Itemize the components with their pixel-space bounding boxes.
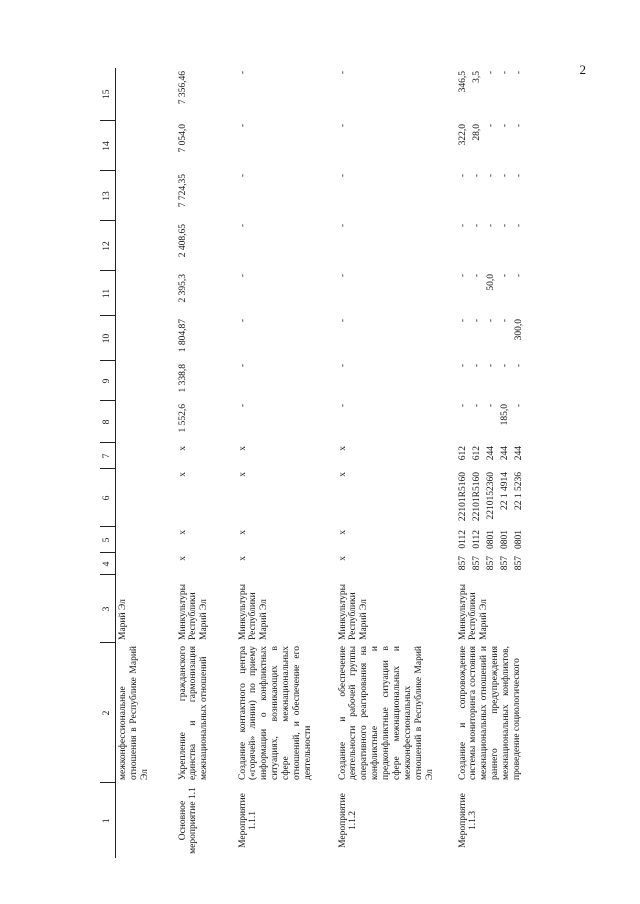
- cell: [116, 361, 176, 401]
- cell: x: [237, 556, 248, 561]
- row-executor: Минкультуры Республики Марий Эл: [457, 583, 490, 640]
- col-header: 11: [100, 271, 116, 316]
- cell: [116, 443, 176, 469]
- cell-group: [456, 527, 530, 553]
- row-name: Мероприятие 1.1.2: [337, 793, 359, 848]
- cell: -: [457, 404, 468, 408]
- cell-group: [456, 221, 530, 271]
- col-header: 6: [100, 469, 116, 527]
- cell: -: [499, 364, 510, 368]
- row-name: Мероприятие 1.1.1: [237, 793, 259, 848]
- cell: -: [513, 224, 524, 228]
- col-header: 9: [100, 361, 116, 401]
- cell-group: [456, 316, 530, 361]
- cell-group: [456, 68, 530, 121]
- col-header: 13: [100, 171, 116, 221]
- cell: x: [177, 556, 188, 561]
- cell: 322,0: [457, 124, 468, 146]
- cell-group: [456, 443, 530, 469]
- row-title: межконфессиональные отношения в Республике Марий Эл: [118, 646, 150, 780]
- cell: x: [177, 446, 188, 451]
- cell: -: [457, 224, 468, 228]
- page-number: 2: [579, 62, 586, 77]
- col-header: 14: [100, 121, 116, 171]
- cell: [116, 68, 176, 121]
- col-header: 10: [100, 316, 116, 361]
- cell: 2210152360: [485, 472, 496, 520]
- cell: 0801: [485, 530, 496, 549]
- cell: 857: [471, 556, 482, 571]
- cell: 0112: [471, 530, 482, 549]
- cell: 857: [499, 556, 510, 571]
- cell: x: [237, 472, 248, 477]
- col-header: 2: [100, 643, 116, 783]
- cell: x: [237, 446, 248, 451]
- row-name: Мероприятие 1.1.3: [457, 793, 479, 848]
- cell: -: [337, 224, 348, 228]
- table-row: [176, 68, 236, 858]
- cell: [116, 221, 176, 271]
- cell: -: [485, 174, 496, 178]
- cell: -: [337, 71, 348, 75]
- cell: -: [237, 224, 248, 228]
- cell: 22101R5160: [457, 472, 468, 522]
- cell: -: [237, 174, 248, 178]
- cell-group: [456, 401, 530, 443]
- col-header: 15: [100, 68, 116, 121]
- cell: -: [471, 319, 482, 323]
- cell: 1 804,87: [177, 319, 188, 353]
- cell: 857: [485, 556, 496, 571]
- cell: -: [513, 174, 524, 178]
- col-header: 5: [100, 527, 116, 553]
- row-name: [116, 783, 176, 858]
- cell: -: [237, 364, 248, 368]
- row-title: Создание контактного центра («горячей» линии) по приему информации о конфликтных ситуациях, возникающих в сфере межнациональных отношений, и обеспечение его деятельности: [237, 646, 314, 780]
- cell: [116, 553, 176, 575]
- cell: 612: [471, 446, 482, 461]
- row-executor: Минкультуры Республики Марий Эл: [237, 583, 270, 640]
- cell: 22 1 5236: [513, 472, 524, 510]
- cell: -: [513, 71, 524, 75]
- cell: -: [337, 274, 348, 278]
- cell: 857: [513, 556, 524, 571]
- cell: -: [237, 124, 248, 128]
- table-row: [456, 68, 530, 858]
- cell: 244: [499, 446, 510, 461]
- col-header: 3: [100, 575, 116, 643]
- cell: -: [499, 124, 510, 128]
- cell: -: [237, 319, 248, 323]
- cell-group: [456, 271, 530, 316]
- cell: 7 054,0: [177, 124, 188, 153]
- cell: 1 552,6: [177, 404, 188, 433]
- cell: -: [471, 224, 482, 228]
- cell: 0112: [457, 530, 468, 549]
- cell: -: [471, 364, 482, 368]
- cell: 2 408,65: [177, 224, 188, 258]
- row-executor: Марий Эл: [118, 599, 128, 640]
- table-row: [236, 68, 336, 858]
- cell: x: [237, 530, 248, 535]
- cell: -: [485, 124, 496, 128]
- cell: -: [337, 124, 348, 128]
- cell: [116, 171, 176, 221]
- cell: -: [337, 174, 348, 178]
- cell: -: [499, 319, 510, 323]
- cell: x: [337, 446, 348, 451]
- cell: [116, 271, 176, 316]
- cell: 1 338,8: [177, 364, 188, 393]
- cell: -: [237, 404, 248, 408]
- cell: [116, 401, 176, 443]
- cell: -: [485, 404, 496, 408]
- cell: x: [177, 472, 188, 477]
- cell: x: [337, 530, 348, 535]
- cell: -: [237, 71, 248, 75]
- row-title: Создание и сопровождение системы мониторинга состояния межнациональных отношений и раннего предупреждения межнациональных конфликтов, проведение социологического: [457, 646, 523, 780]
- cell: -: [237, 274, 248, 278]
- cell: x: [177, 530, 188, 535]
- cell: [116, 316, 176, 361]
- cell: 0801: [513, 530, 524, 549]
- col-header: 7: [100, 443, 116, 469]
- col-header: 4: [100, 553, 116, 575]
- cell-group: [456, 361, 530, 401]
- cell: 7 724,35: [177, 174, 188, 208]
- cell: 28,0: [471, 124, 482, 141]
- cell: -: [485, 71, 496, 75]
- row-name: Основное мероприятие 1.1: [177, 787, 199, 854]
- cell: 22 1 4914: [499, 472, 510, 510]
- cell: -: [471, 174, 482, 178]
- cell: -: [457, 274, 468, 278]
- row-executor: Минкультуры Республики Марий Эл: [337, 583, 370, 640]
- cell: 7 356,46: [177, 71, 188, 105]
- cell: -: [499, 274, 510, 278]
- cell: -: [513, 124, 524, 128]
- cell: 3,5: [471, 71, 482, 83]
- cell: 346,5: [457, 71, 468, 93]
- col-header: 12: [100, 221, 116, 271]
- row-title: Укрепление гражданского единства и гармонизация межнациональных отношений: [177, 646, 210, 780]
- cell: 857: [457, 556, 468, 571]
- cell: -: [513, 404, 524, 408]
- cell: -: [499, 71, 510, 75]
- cell: [116, 121, 176, 171]
- cell: -: [499, 174, 510, 178]
- cell: -: [457, 174, 468, 178]
- cell: -: [337, 404, 348, 408]
- cell: 185,0: [499, 404, 510, 426]
- cell: -: [513, 364, 524, 368]
- budget-table: [100, 68, 530, 858]
- cell: 244: [485, 446, 496, 461]
- row-title: Создание и обеспечение деятельности рабочей группы оперативного реагирования на конфликтные и предконфликтные ситуации в сфере межнациональных и межконфессиональных отношений в Республике Марий Эл: [337, 646, 435, 780]
- cell: 612: [457, 446, 468, 461]
- cell: 0801: [499, 530, 510, 549]
- cell-group: [456, 469, 530, 527]
- cell: 244: [513, 446, 524, 461]
- cell: -: [457, 319, 468, 323]
- cell: -: [457, 364, 468, 368]
- cell: -: [499, 224, 510, 228]
- cell: 22101R5160: [471, 472, 482, 522]
- cell: -: [471, 404, 482, 408]
- cell: -: [337, 364, 348, 368]
- cell: -: [337, 319, 348, 323]
- cell: x: [337, 472, 348, 477]
- cell: 2 395,3: [177, 274, 188, 303]
- cell-group: [456, 171, 530, 221]
- cell: -: [485, 224, 496, 228]
- cell: [116, 527, 176, 553]
- cell-group: [456, 553, 530, 575]
- row-executor: Минкультуры Республики Марий Эл: [177, 583, 210, 640]
- cell: -: [471, 274, 482, 278]
- table-row: [116, 68, 176, 858]
- cell: 300,0: [513, 319, 524, 341]
- col-header: 8: [100, 401, 116, 443]
- table-row: [336, 68, 456, 858]
- cell: x: [337, 556, 348, 561]
- rotated-table-sheet: [100, 68, 600, 858]
- cell: -: [485, 364, 496, 368]
- cell: [116, 469, 176, 527]
- column-number-row: [100, 68, 116, 858]
- cell-group: [456, 121, 530, 171]
- cell: -: [513, 274, 524, 278]
- cell: -: [485, 319, 496, 323]
- cell: 50,0: [485, 274, 496, 291]
- col-header: 1: [100, 783, 116, 858]
